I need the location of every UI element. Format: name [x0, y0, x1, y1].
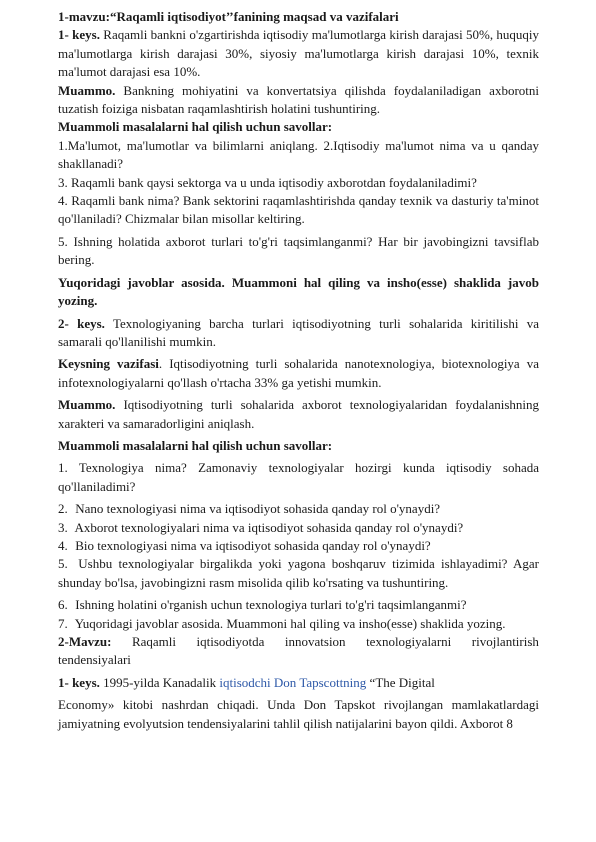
case-1-label: 1- keys.: [58, 27, 100, 43]
problem-2-label: Muammo.: [58, 397, 116, 413]
topic-2-word: texnologiyalarni: [366, 634, 452, 649]
case-1-text: Raqamli bankni o'zgartirishda iqtisodiy ma'lumotlarga kirish darajasi 50%, huquqiy ma'lumotlarga kirish darajasi 30%, siyosiy ma'lumotlarga kirish darajasi 10%, texnik ma'lumot darajasi esa 10%.: [58, 27, 540, 80]
list-item: [58, 555, 539, 592]
list-item: [58, 500, 539, 518]
list-item-text: Texnologiya nima? Zamonaviy texnologiyalar hozirgi kunda iqtisodiy sohada qo'llaniladimi?: [58, 460, 539, 494]
list-item: [58, 519, 539, 537]
list-item-number: 7.: [58, 615, 68, 631]
list-item-text: Nano texnologiyasi nima va iqtisodiyot sohasida qanday rol o'ynaydi?: [75, 501, 441, 517]
case-task-label: Keysning vazifasi: [58, 356, 159, 372]
case-2-text: Texnologiyaning barcha turlari iqtisodiyotning turli sohalarida kiritilishi va samarali qo'llanilishi mumkin.: [58, 315, 539, 349]
case-1-paragraph: [58, 26, 539, 81]
list-item: [58, 537, 539, 555]
case-task-paragraph: [58, 355, 539, 392]
final-paragraph: Economy» kitobi nashrdan chiqadi. Unda Don Tapskot rivojlangan mamlakatlardagi jamiyatning evolyutsion tendensiyalarini tahlil qilish natijalarini bayon qildi. Axborot 8: [58, 697, 539, 731]
case-2-paragraph: [58, 315, 539, 352]
list-item: [58, 596, 539, 614]
list-item-number: 4.: [58, 537, 68, 553]
case-task-text: . Iqtisodiyotning turli sohalarida nanotexnologiya, biotexnologiya va infotexnologiyalarni qo'llash o'rtacha 33% ga yetishi mumkin.: [58, 356, 539, 390]
list-item: [58, 459, 539, 496]
list-item-number: 3.: [58, 519, 68, 535]
case-2-label: 2- keys.: [58, 315, 105, 331]
list-item-number: 5.: [58, 556, 68, 572]
topic-2-word: rivojlantirish: [471, 634, 539, 649]
list-item: [58, 615, 539, 633]
list-item-number: 6.: [58, 597, 68, 613]
list-item-text: Ushbu texnologiyalar birgalikda yoki yagona boshqaruv tizimida ishlayadimi? Agar shunday bo'lsa, javobingizni rasm misolida qilib ko'rsating va tushuntiring.: [58, 556, 539, 590]
list-item-text: Axborot texnologiyalari nima va iqtisodiyot sohasida qanday rol o'ynaydi?: [74, 519, 464, 535]
topic-2-word: iqtisodiyotda: [196, 634, 265, 649]
document-page: [58, 8, 539, 733]
question-5: 5. Ishning holatida axborot turlari to'g'ri taqsimlanganmi? Har bir javobingizni tavsiflab bering.: [58, 233, 539, 268]
page-title: 1-mavzu:“Raqamli iqtisodiyot’’fanining maqsad va vazifalari: [58, 9, 399, 24]
tapscott-link[interactable]: iqtisodchi Don Tapscottning: [219, 674, 367, 690]
topic-2-label: 2-Mavzu:: [58, 634, 112, 649]
questions-heading-1: Muammoli masalalarni hal qilish uchun savollar:: [58, 119, 333, 135]
case-3-text: 1995-yilda Kanadalik: [99, 674, 220, 690]
case-3-paragraph: [58, 674, 539, 692]
problem-1-text: Bankning mohiyatini va konvertatsiya qilishda foydalaniladigan axborotni tuzatish foiziga nisbatan raqamlashtirish holatini tushuntiring.: [58, 82, 539, 117]
questions-heading-2: Muammoli masalalarni hal qilish uchun savollar:: [58, 437, 333, 453]
question-1-2: 1.Ma'lumot, ma'lumotlar va bilimlarni aniqlang. 2.Iqtisodiy ma'lumot nima va u qanday shakllanadi?: [58, 137, 539, 172]
list-item-text: Yuqoridagi javoblar asosida. Muammoni hal qiling va insho(esse) shaklida yozing.: [74, 615, 506, 631]
case-3-text-end: “The Digital: [366, 674, 435, 690]
case-3-label: 1- keys.: [58, 674, 100, 690]
problem-1-label: Muammo.: [58, 82, 116, 98]
list-item-number: 1.: [58, 460, 68, 476]
topic-2-word: Raqamli: [131, 634, 176, 649]
problem-1-paragraph: [58, 82, 539, 119]
instruction-paragraph: Yuqoridagi javoblar asosida. Muammoni hal qiling va insho(esse) shaklida javob yozing.: [58, 274, 539, 309]
problem-2-text: Iqtisodiyotning turli sohalarida axborot texnologiyalaridan foydalanishning xarakteri va samaradorligini aniqlash.: [58, 397, 539, 431]
problem-2-paragraph: [58, 396, 539, 433]
list-item-text: Bio texnologiyasi nima va iqtisodiyot sohasida qanday rol o'ynaydi?: [75, 537, 431, 553]
question-3: 3. Raqamli bank qaysi sektorga va u unda iqtisodiy axborotdan foydalaniladimi?: [58, 174, 477, 190]
topic-2-word: innovatsion: [284, 634, 346, 649]
question-4: 4. Raqamli bank nima? Bank sektorini raqamlashtirishda qanday texnik va dasturiy ta'minot qo'llaniladi? Chizmalar bilan misollar keltiring.: [58, 193, 539, 227]
topic-2-heading: [58, 633, 539, 651]
list-item-number: 2.: [58, 501, 68, 517]
topic-2-tail: tendensiyalari: [58, 652, 131, 668]
list-item-text: Ishning holatini o'rganish uchun texnologiya turlari to'g'ri taqsimlanganmi?: [75, 597, 467, 613]
